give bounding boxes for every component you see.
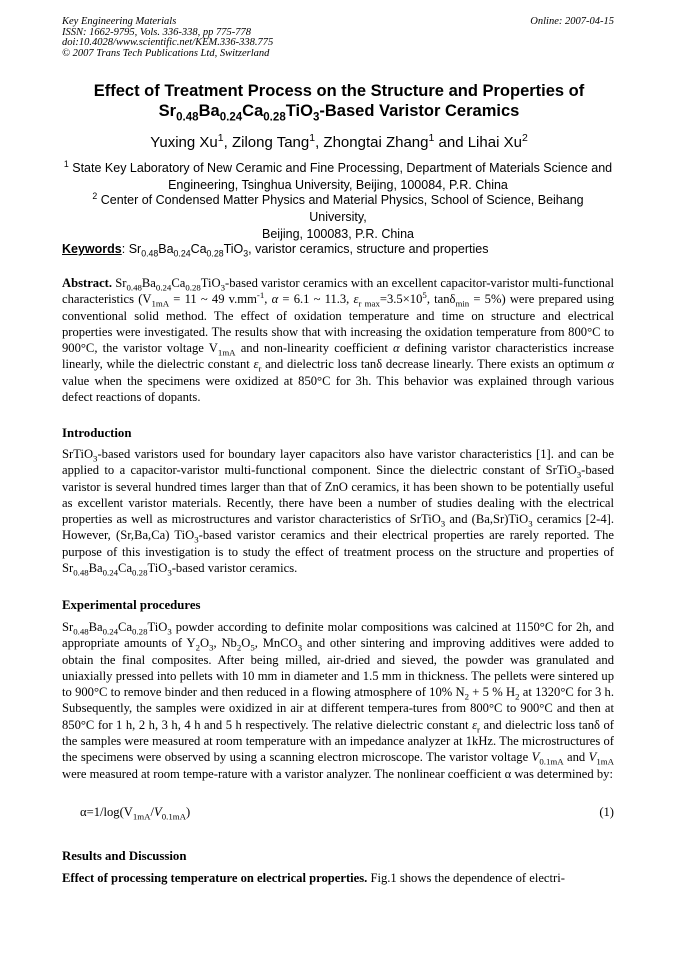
keywords: Keywords: $Sr_{0.48}Ba_{0.24}Ca_{0.28}TiO_3$, varistor ceramics, structure and properties xyxy=(62,242,489,259)
section-experimental: Experimental procedures xyxy=(62,598,201,612)
section-results: Results and Discussion xyxy=(62,849,187,863)
affiliation-1: $^1$ State Key Laboratory of New Ceramic and Fine Processing, Department of Materials Science and Engineering, Tsinghua University, Beijing, 100084, P.R. China xyxy=(63,158,613,192)
results-text: Effect of processing temperature on electrical properties. Fig.1 shows the dependence of electri- xyxy=(62,871,565,885)
experimental-text: $Sr_{0.48}Ba_{0.24}Ca_{0.28}TiO_3$ powder according to definite molar compositions was calcined at 1150°C for 2h, and appropriate amounts of $Y_2O_3$, $Nb_2O_5$, MnCO$_3$ and other sintering and improving additives were added to obtain the final composites. After being milled, air-dried and sieved, the powder was granulated and uniaxially pressed into pellets with 10 mm in diameter and 1.5 mm in thickness. The pellets were sintered up to 900°C to remove binder and then reduced in a flowing atmosphere of 10% $N_2 + 5$ % $H_2$ at 1320°C for 3 h. Subsequently, the samples were oxidized in air at different tempera-tures from 800°C to 900°C and then at 850°C for 1 h, 2 h, 3 h, 4 h and 5 h respectively. The relative dielectric constant $\varepsilon_r$ and dielectric loss tanδ of the samples were measured at room temperature with an impedance analyzer at 1kHz. The microstructures of the specimens were observed by using a scanning electron microscope. The varistor voltage $V_{0.1mA}$ and $V_{1mA}$ were measured at room tempe-rature with a varistor analyzer. The nonlinear coefficient α was determined by: xyxy=(62,620,615,781)
equation-1: $\alpha=1/\log(V_{1mA}/V_{0.1mA})$ (1) xyxy=(80,805,614,822)
introduction-text: SrTiO$_3$-based varistors used for boundary layer capacitors also have varistor characteristics [1]. and can be applied to a capacitor-varistor multi-functional component. Since the dielectric constant of SrTiO$_3$-based varistor is several hundred times larger than that of ZnO ceramics, it has been shown to be potentially useful as excellent varistor materials. Recently, there have been a number of studies dealing with the electrical properties as well as microstructures and varistor characteristics of SrTiO$_3$ and (Ba,Sr)TiO$_3$ ceramics [2-4]. However, (Sr,Ba,Ca) TiO$_3$-based varistor ceramics and their electrical properties are rarely reported. The purpose of this investigation is to study the effect of treatment process on the structure and properties of $Sr_{0.48}Ba_{0.24}Ca_{0.28}TiO_3$-based varistor ceramics. xyxy=(62,447,614,578)
author-list: Yuxing Xu$^1$, Zilong Tang$^1$, Zhongtai Zhang$^1$ and Lihai Xu$^2$ xyxy=(150,132,528,151)
copyright: © 2007 Trans Tech Publications Ltd, Switzerland xyxy=(62,47,270,59)
affiliation-2: $^2$ Center of Condensed Matter Physics and Material Physics, School of Science, Beihang University, Beijing, 100083, P.R. China xyxy=(92,190,584,241)
doi: doi:10.4028/www.scientific.net/KEM.336-338.775 xyxy=(62,37,274,48)
paper-title: Effect of Treatment Process on the Structure and Properties of $Sr_{0.48}Ba_{0.24}Ca_{0.28}TiO_3$-Based Varistor Ceramics xyxy=(93,82,585,124)
equation-number: (1) xyxy=(599,805,614,819)
online-date: Online: 2007-04-15 xyxy=(530,16,614,27)
issn: ISSN: 1662-9795, Vols. 336-338, pp 775-778 xyxy=(62,26,251,38)
abstract: Abstract. $Sr_{0.48}Ba_{0.24}Ca_{0.28}TiO_3$-based varistor ceramics with an excellent capacitor-varistor multi-functional characteristics ($V_{1mA} = 11$ ~ 49 $v.mm^{-1}$, α = 6.1 ~ 11.3, $\varepsilon_{r max}=3.5\times 10^5$, tanδ$_{min}$ = 5%) were prepared using conventional solid method. The effect of oxidation temperature and time on structure and electrical properties were investigated. The results show that with increasing the oxidation temperature from 800°C to 900°C, the varistor voltage $V_{1mA}$ and non-linearity coefficient α defining varistor characteristics increase linearly, while the dielectric constant $\varepsilon_r$ and dielectric loss tanδ decrease linearly. There exists an optimum α value when the specimens were oxidized at 850°C for 3h. This behavior was explained through various defect reactions of dopants. xyxy=(62,276,615,405)
running-header xyxy=(62,17,614,59)
journal-name: Key Engineering Materials xyxy=(62,16,177,27)
section-introduction: Introduction xyxy=(62,426,132,440)
